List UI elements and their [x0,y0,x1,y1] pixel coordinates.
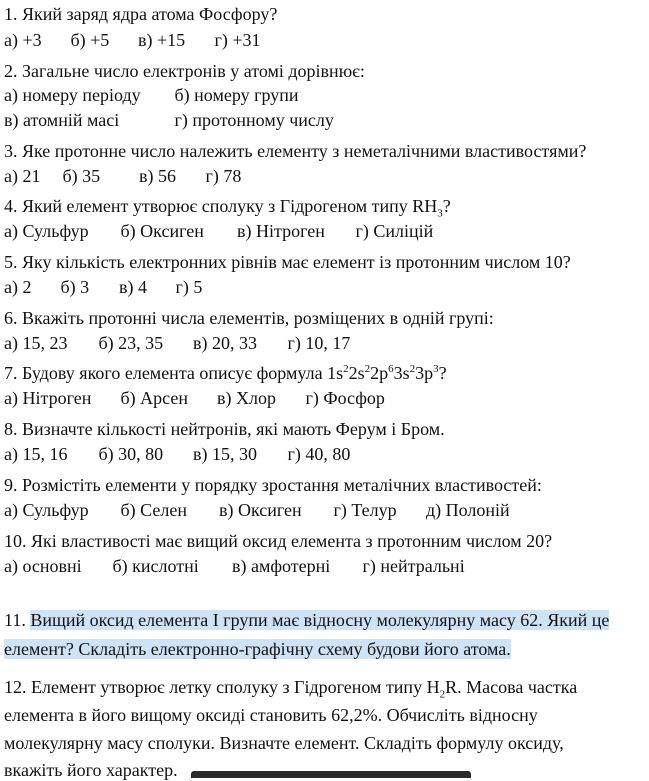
question-12-line-3: молекулярну масу сполуки. Визначте елемент. Складіть формулу оксиду, [4,733,564,753]
question-7-text: 7. Будову якого елемента описує формула 1s [4,363,344,383]
option-a: а) Сульфур [4,500,89,520]
option-b: б) 3 [60,277,90,297]
option-v: в) 56 [139,166,176,186]
option-g: г) Силіцій [355,221,434,241]
option-a: а) 15, 23 [4,333,68,353]
option-v: в) 4 [119,277,147,297]
question-12-subscript: 2 [439,688,446,701]
highlighted-text: Вищий оксид елемента І групи має відносну молекулярну масу 62. Який це [30,610,610,630]
formula-part: 3s [393,363,410,383]
option-a: а) +3 [4,30,42,50]
question-8-options [4,443,350,465]
option-v: в) Нітроген [237,221,325,241]
question-5-options [4,276,202,298]
question-12-line-4: вкажіть його характер. [4,760,178,780]
highlighted-text: елемент? Складіть електронно-графічну схему будови його атома. [4,639,511,659]
option-v: в) +15 [138,30,186,50]
question-4 [4,195,451,220]
formula-part: 2s [348,363,365,383]
question-5: 5. Яку кількість електронних рівнів має елемент із протонним числом 10? [4,252,571,272]
option-a: а) 2 [4,277,32,297]
question-9-options [4,499,510,521]
option-g: г) 78 [205,166,242,186]
question-2-options-row-1 [4,84,299,106]
formula-sup: 6 [388,363,394,375]
option-g: г) протонному числу [174,110,334,130]
question-3: 3. Яке протонне число належить елементу з неметалічними властивостями? [4,141,587,161]
question-1: 1. Який заряд ядра атома Фосфору? [4,4,278,24]
question-12-line-1 [4,676,578,701]
option-v: в) 15, 30 [193,444,257,464]
question-10: 10. Які властивості має вищий оксид елемента з протонним числом 20? [4,531,553,551]
option-b: б) Селен [120,500,187,520]
option-g: г) 10, 17 [287,333,351,353]
option-g: г) Телур [333,500,397,520]
question-11-number: 11. [4,610,31,630]
option-g: г) 40, 80 [287,444,351,464]
option-g: г) +31 [214,30,261,50]
formula-part: 3p [415,363,434,383]
question-6-options [4,332,350,354]
option-b: б) 30, 80 [98,444,164,464]
question-3-options [4,165,241,187]
question-7 [4,362,447,384]
option-d: д) Полоній [426,500,510,520]
question-12-suffix: R. Масова частка [445,677,578,697]
option-a: а) Нітроген [4,388,92,408]
formula-sup: 2 [343,363,349,375]
option-b: б) 23, 35 [98,333,164,353]
option-a: а) номеру періоду [4,85,141,105]
option-b: б) 35 [62,166,101,186]
formula-part: 2p [370,363,389,383]
option-v: в) амфотерні [232,556,331,576]
option-v: в) атомній масі [4,110,120,130]
option-g: г) 5 [175,277,203,297]
question-11-line-1 [4,609,609,631]
question-4-text: 4. Який елемент утворює сполуку з Гідрогеном типу RH [4,196,438,216]
question-12-line-2: елемента в його вищому оксиді становить 62,2%. Обчисліть відносну [4,705,538,725]
question-12-text: 12. Елемент утворює летку сполуку з Гідрогеном типу H [4,677,440,697]
option-a: а) 15, 16 [4,444,68,464]
question-4-subscript: 3 [437,207,443,220]
question-7-suffix: ? [438,363,447,383]
option-a: а) 21 [4,166,41,186]
formula-sup: 2 [409,363,416,375]
option-a: а) Сульфур [4,221,89,241]
question-2: 2. Загальне число електронів у атомі дорівнює: [4,61,365,81]
option-v: в) 20, 33 [193,333,257,353]
option-v: в) Оксиген [219,500,302,520]
option-g: г) Фосфор [305,388,385,408]
formula-sup: 3 [433,363,439,375]
option-a: а) основні [4,556,82,576]
option-v: в) Хлор [217,388,276,408]
option-b: б) Оксиген [120,221,204,241]
option-b: б) +5 [70,30,110,50]
question-8: 8. Визначте кількості нейтронів, які мають Ферум і Бром. [4,419,445,439]
question-11-line-2 [4,638,511,660]
question-7-options [4,387,385,409]
question-1-options [4,29,261,51]
overlay-bar [191,771,471,778]
question-4-suffix: ? [442,196,451,216]
question-9: 9. Розмістіть елементи у порядку зростання металічних властивостей: [4,475,542,495]
question-10-options [4,555,465,577]
option-g: г) нейтральні [362,556,465,576]
option-b: б) Арсен [120,388,188,408]
question-2-options-row-2 [4,109,334,131]
option-b: б) номеру групи [174,85,299,105]
question-4-options [4,220,433,242]
formula-sup: 2 [364,363,371,375]
question-6: 6. Вкажіть протонні числа елементів, розміщених в одній групі: [4,308,494,328]
option-b: б) кислотні [112,556,199,576]
